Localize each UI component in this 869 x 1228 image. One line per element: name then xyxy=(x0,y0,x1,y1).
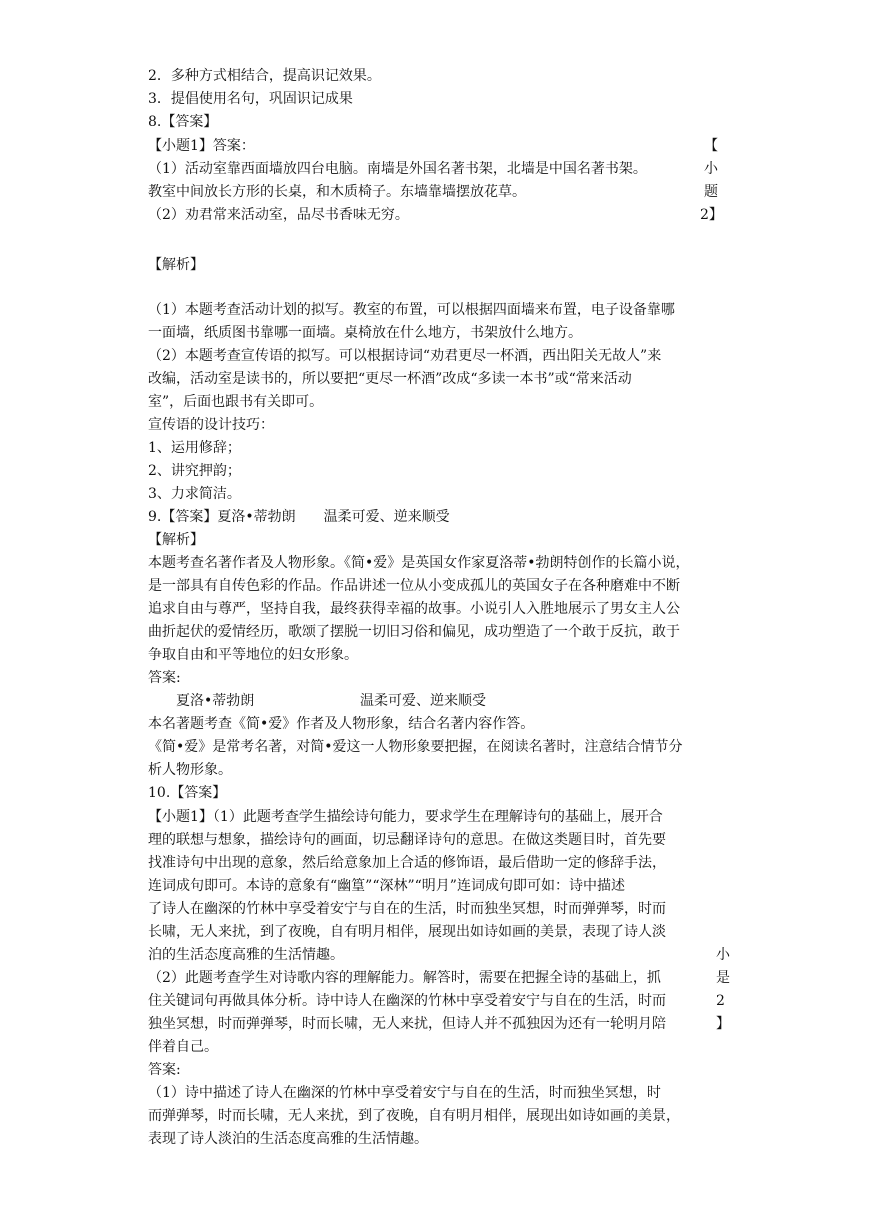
q10-line: 了诗人在幽深的竹林中享受着安宁与自在的生活，时而独坐冥想，时而弹弹琴，时而 xyxy=(148,901,666,917)
q10-line: 伴着自己。 xyxy=(148,1039,218,1055)
analysis-line: 2、讲究押韵； xyxy=(148,463,241,479)
side-cell-char: 2 xyxy=(716,993,725,1009)
text-line: 析人物形象。 xyxy=(148,762,232,778)
q10-line: 【小题1】（1）此题考查学生描绘诗句能力，要求学生在理解诗句的基础上，展开合 xyxy=(148,809,663,825)
answer-line: 教室中间放长方形的长桌，和木质椅子。东墙靠墙摆放花草。 xyxy=(148,184,526,200)
analysis-line: 追求自由与尊严，坚持自我，最终获得幸福的故事。小说引人入胜地展示了男女主人公 xyxy=(148,601,680,617)
analysis-line: 曲折起伏的爱情经历，歌颂了摆脱一切旧习俗和偏见，成功塑造了一个敢于反抗，敢于 xyxy=(148,624,680,640)
answer-author: 夏洛•蒂勃朗 xyxy=(176,693,255,709)
analysis-line: （2）本题考查宣传语的拟写。可以根据诗词“劝君更尽一杯酒，西出阳关无故人”来 xyxy=(148,348,662,364)
q10-line: 理的联想与想象，描绘诗句的画面，切忌翻译诗句的意思。在做这类题目时，首先要 xyxy=(148,832,666,848)
side-cell-char: 【 xyxy=(704,138,718,154)
answer-label: 答案: xyxy=(148,670,181,686)
analysis-line: 本题考查名著作者及人物形象。《简•爱》是英国女作家夏洛蒂•勃朗特创作的长篇小说， xyxy=(148,555,690,571)
analysis-title: 【解析】 xyxy=(148,257,204,273)
q10-answer-heading: 10.【答案】 xyxy=(148,785,227,801)
side-cell-char: 2】 xyxy=(700,207,723,223)
answer-trait: 温柔可爱、逆来顺受 xyxy=(360,693,486,709)
q9-answer-line: 9.【答案】夏洛•蒂勃朗 温柔可爱、逆来顺受 xyxy=(148,509,450,525)
analysis-line: 一面墙，纸质图书靠哪一面墙。桌椅放在什么地方，书架放什么地方。 xyxy=(148,325,582,341)
q10-line: 找准诗句中出现的意象，然后给意象加上合适的修饰语，最后借助一定的修辞手法， xyxy=(148,855,666,871)
analysis-line: 3、力求简洁。 xyxy=(148,486,241,502)
text-line: 2．多种方式相结合，提高识记效果。 xyxy=(148,68,381,84)
side-cell-char: 】 xyxy=(716,1016,730,1032)
q10-line: 住关键词句再做具体分析。诗中诗人在幽深的竹林中享受着安宁与自在的生活，时而 xyxy=(148,993,666,1009)
q10-line: 泊的生活态度高雅的生活情趣。 xyxy=(148,947,344,963)
q10-line: （2）此题考查学生对诗歌内容的理解能力。解答时，需要在把握全诗的基础上，抓 xyxy=(148,970,661,986)
text-line: 3．提倡使用名句，巩固识记成果 xyxy=(148,91,353,107)
answer-head: 【小题1】答案： xyxy=(148,138,255,154)
q10-line: 长啸，无人来扰，到了夜晚，自有明月相伴，展现出如诗如画的美景，表现了诗人淡 xyxy=(148,924,666,940)
q8-answer-heading: 8.【答案】 xyxy=(148,114,218,130)
answer-line: （1）活动室靠西面墙放四台电脑。南墙是外国名著书架，北墙是中国名著书架。 xyxy=(148,161,647,177)
analysis-line: 1、运用修辞； xyxy=(148,440,241,456)
answer-line: （2）劝君常来活动室，品尽书香味无穷。 xyxy=(148,207,409,223)
side-cell-char: 小 xyxy=(704,161,718,177)
analysis-line: 改编，活动室是读书的，所以要把“更尽一杯酒”改成“多读一本书”或“常来活动 xyxy=(148,371,632,387)
answer-line: （1）诗中描述了诗人在幽深的竹林中享受着安宁与自在的生活，时而独坐冥想，时 xyxy=(148,1085,661,1101)
q10-line: 连词成句即可。本诗的意象有“幽篁”“深林”“明月”连词成句即可如：诗中描述 xyxy=(148,878,625,894)
q8-answer-box xyxy=(148,136,724,223)
side-cell-char: 小 xyxy=(716,947,730,963)
analysis-line: 宣传语的设计技巧： xyxy=(148,417,274,433)
text-line: 本名著题考查《简•爱》作者及人物形象，结合名著内容作答。 xyxy=(148,716,535,732)
analysis-line: （1）本题考查活动计划的拟写。教室的布置，可以根据四面墙来布置，电子设备靠哪 xyxy=(148,302,675,318)
answer-line: 表现了诗人淡泊的生活态度高雅的生活情趣。 xyxy=(148,1131,428,1147)
analysis-line: 争取自由和平等地位的妇女形象。 xyxy=(148,647,358,663)
answer-line: 而弹弹琴，时而长啸，无人来扰，到了夜晚，自有明月相伴，展现出如诗如画的美景， xyxy=(148,1108,680,1124)
analysis-title: 【解析】 xyxy=(148,532,204,548)
analysis-line: 是一部具有自传色彩的作品。作品讲述一位从小变成孤儿的英国女子在各种磨难中不断 xyxy=(148,578,680,594)
answer-label: 答案: xyxy=(148,1062,181,1078)
analysis-line: 室”，后面也跟书有关即可。 xyxy=(148,394,324,410)
side-cell-char: 是 xyxy=(716,970,730,986)
side-cell-char: 题 xyxy=(704,184,718,200)
text-line: 《简•爱》是常考名著，对简•爱这一人物形象要把握，在阅读名著时，注意结合情节分 xyxy=(148,739,683,755)
q10-line: 独坐冥想，时而弹弹琴，时而长啸，无人来扰，但诗人并不孤独因为还有一轮明月陪 xyxy=(148,1016,666,1032)
